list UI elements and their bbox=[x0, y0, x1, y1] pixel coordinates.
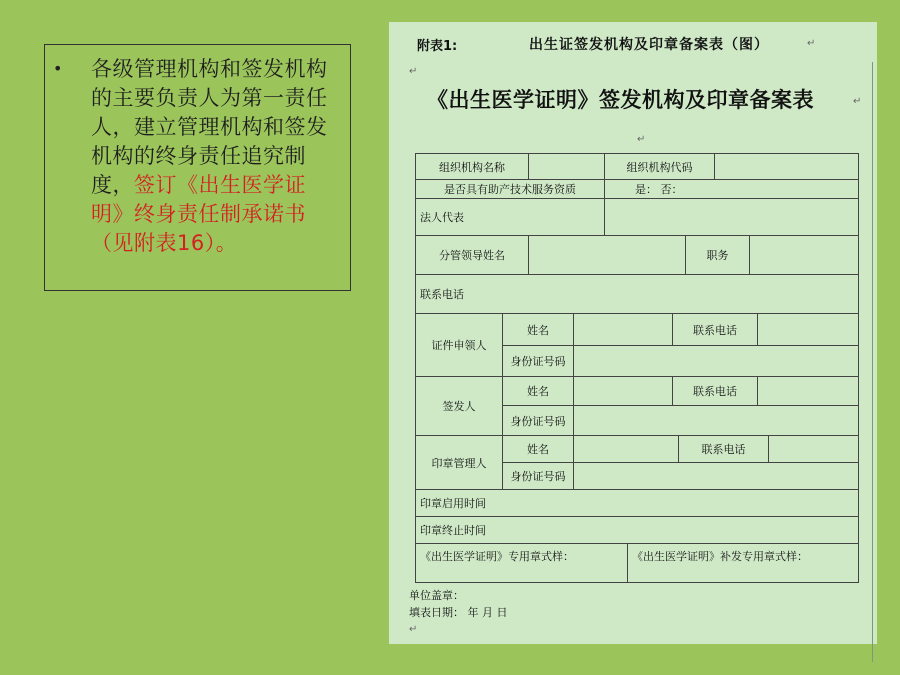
signer-label: 签发人 bbox=[415, 376, 503, 436]
signer-phone-label: 联系电话 bbox=[672, 376, 758, 406]
document-title: 出生证签发机构及印章备案表（图） bbox=[529, 37, 769, 53]
paragraph-mark: ↵ bbox=[409, 624, 418, 635]
paragraph-mark: ↵ bbox=[853, 96, 862, 107]
seal-manager-phone-label: 联系电话 bbox=[678, 435, 769, 463]
signer-id-value bbox=[573, 405, 859, 436]
signer-id-label: 身份证号码 bbox=[502, 405, 574, 436]
signer-name-value bbox=[573, 376, 673, 406]
paragraph-mark: ↵ bbox=[409, 66, 418, 77]
registration-form-image bbox=[389, 22, 877, 644]
unit-seal-label: 单位盖章： bbox=[409, 589, 464, 602]
seal-manager-label: 印章管理人 bbox=[415, 435, 503, 490]
callout-text bbox=[91, 55, 338, 258]
seal-manager-name-value bbox=[573, 435, 679, 463]
attachment-label: 附表1: bbox=[417, 39, 458, 54]
paragraph-mark: ↵ bbox=[807, 38, 816, 49]
seal-manager-phone-value bbox=[768, 435, 859, 463]
seal-style-box: 《出生医学证明》专用章式样： bbox=[415, 543, 628, 583]
qualification-options: 是： 否： bbox=[604, 179, 859, 199]
page-edge-line bbox=[872, 62, 873, 662]
seal-start-row: 印章启用时间 bbox=[415, 489, 859, 517]
bullet-marker: • bbox=[53, 59, 63, 78]
seal-manager-name-label: 姓名 bbox=[502, 435, 574, 463]
org-name-value bbox=[528, 153, 605, 180]
applicant-phone-value bbox=[757, 313, 859, 346]
paragraph-mark: ↵ bbox=[637, 134, 646, 145]
applicant-name-label: 姓名 bbox=[502, 313, 574, 346]
applicant-label: 证件申领人 bbox=[415, 313, 503, 377]
org-name-label: 组织机构名称 bbox=[415, 153, 529, 180]
signer-name-label: 姓名 bbox=[502, 376, 574, 406]
applicant-id-value bbox=[573, 345, 859, 377]
supplement-seal-style-box: 《出生医学证明》补发专用章式样： bbox=[627, 543, 859, 583]
leader-name-label: 分管领导姓名 bbox=[415, 235, 529, 275]
legal-rep-value bbox=[604, 198, 859, 236]
signer-phone-value bbox=[757, 376, 859, 406]
leader-name-value bbox=[528, 235, 686, 275]
position-label: 职务 bbox=[685, 235, 750, 275]
applicant-id-label: 身份证号码 bbox=[502, 345, 574, 377]
position-value bbox=[749, 235, 859, 275]
org-code-value bbox=[714, 153, 859, 180]
org-code-label: 组织机构代码 bbox=[604, 153, 715, 180]
fill-date-label: 填表日期： 年 月 日 bbox=[409, 606, 508, 619]
applicant-phone-label: 联系电话 bbox=[672, 313, 758, 346]
applicant-name-value bbox=[573, 313, 673, 346]
seal-manager-id-value bbox=[573, 462, 859, 490]
legal-rep-label: 法人代表 bbox=[415, 198, 605, 236]
callout-text-main: 各级管理机构和签发机构的主要负责人为第一责任人，建立管理机构和签发机构的终身责任追究制度， bbox=[91, 57, 328, 197]
callout-box bbox=[44, 44, 351, 291]
seal-end-row: 印章终止时间 bbox=[415, 516, 859, 544]
form-main-title: 《出生医学证明》签发机构及印章备案表 bbox=[427, 87, 814, 112]
qualification-label: 是否具有助产技术服务资质 bbox=[415, 179, 605, 199]
seal-manager-id-label: 身份证号码 bbox=[502, 462, 574, 490]
phone-row: 联系电话 bbox=[415, 274, 859, 314]
callout-text-highlight: 签订《出生医学证明》终身责任制承诺书（见附表16）。 bbox=[91, 173, 306, 255]
